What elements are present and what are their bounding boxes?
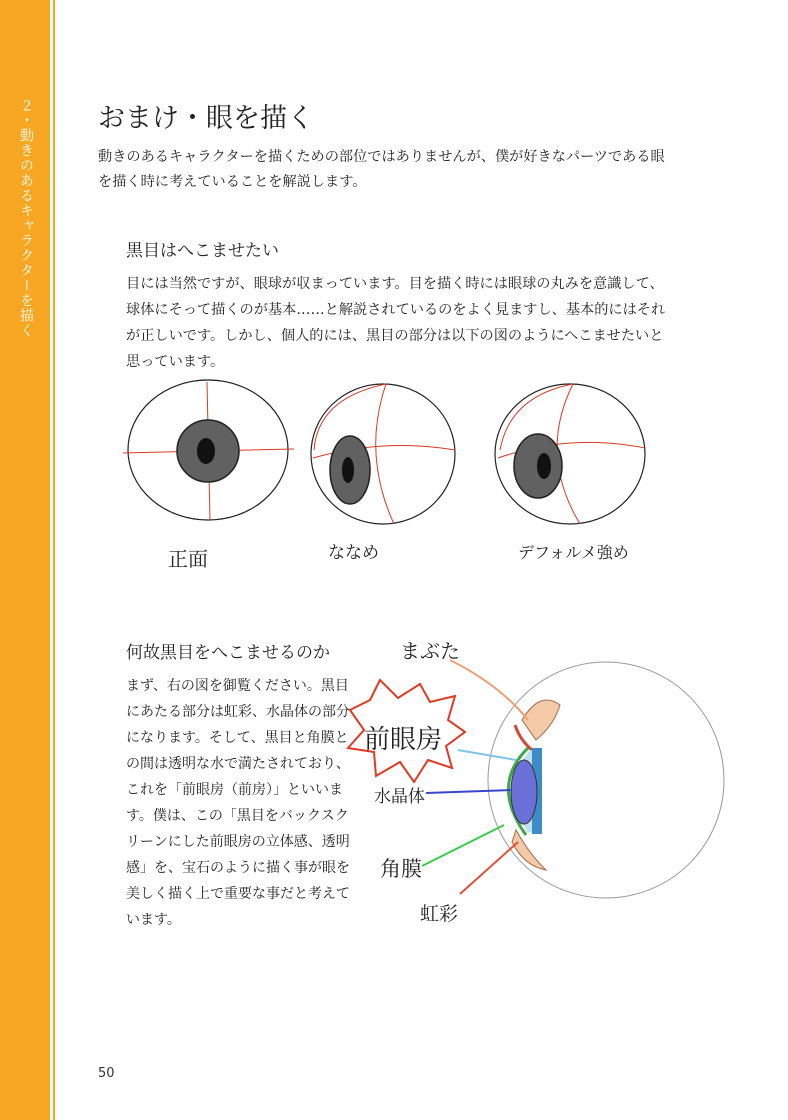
label-front: 正面 [168,547,208,571]
label-deformed: デフォルメ強め [518,543,629,562]
eyeball-figures [118,378,678,578]
label-cornea: 角膜 [380,857,422,881]
intro-text: 動きのあるキャラクターを描くための部位ではありませんが、僕が好きなパーツである眼を描く時に考えていることを解説します。 [98,149,665,190]
label-iris: 虹彩 [420,903,459,925]
chapter-title: ２・動きのあるキャラクターを描く [18,98,34,338]
label-diagonal: ななめ [328,543,379,563]
sidebar-stripe-inner [53,0,55,1120]
page-title: おまけ・眼を描く [98,103,314,134]
section2-body: まず、右の図を御覧ください。黒目にあたる部分は虹彩、水晶体の部分になります。そして、黒目と角膜との間は透明な水で満たされており、これを「前眼房（前房）」といいます。僕は、この「黒目をバックスクリーンにした前眼房の立体感、透明感」を、宝石のように描く事が眼を美しく描く上で重要な事だと考えています。 [126,678,350,928]
label-eyelid: まぶた [400,639,460,663]
section1-heading: 黒目はへこませたい [126,241,279,261]
eye-cross-section [340,630,700,930]
eye-diagonal [311,384,455,524]
section2-heading: 何故黒目をへこませるのか [126,643,330,663]
eye-front [123,380,294,520]
section1-body: 目には当然ですが、眼球が収まっています。目を描く時には眼球の丸みを意識して、球体にそって描くのが基本……と解説されているのをよく見ますし、基本的にはそれが正しいです。しかし、個人的には、黒目の部分は以下の図のようにへこませたいと思っています。 [126,276,666,370]
label-lens: 水晶体 [374,787,425,807]
page-number: 50 [98,1066,115,1081]
label-anterior-chamber: 前眼房 [364,725,443,755]
eye-deformed [495,384,645,524]
